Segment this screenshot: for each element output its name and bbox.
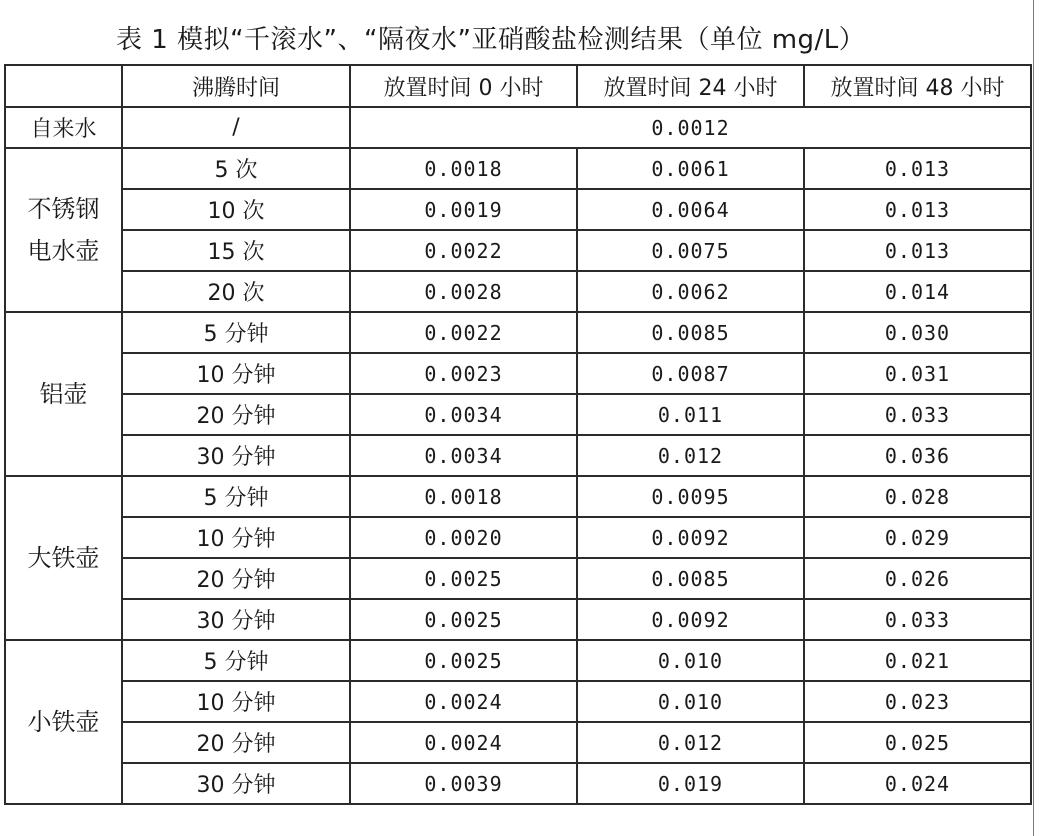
value-0h-cell: 0.0018 bbox=[350, 476, 577, 517]
boil-time-cell: 10 分钟 bbox=[122, 353, 350, 394]
value-48h-cell: 0.013 bbox=[804, 148, 1031, 189]
boil-time-cell: 30 分钟 bbox=[122, 435, 350, 476]
right-edge-divider bbox=[1033, 0, 1034, 836]
header-cell-empty bbox=[5, 65, 122, 107]
value-24h-cell: 0.010 bbox=[577, 681, 804, 722]
boil-time-cell: 30 分钟 bbox=[122, 763, 350, 804]
boil-time-cell: 5 分钟 bbox=[122, 476, 350, 517]
value-24h-cell: 0.019 bbox=[577, 763, 804, 804]
value-0h-cell: 0.0020 bbox=[350, 517, 577, 558]
header-boil-time: 沸腾时间 bbox=[122, 65, 350, 107]
value-24h-cell: 0.0085 bbox=[577, 312, 804, 353]
value-0h-cell: 0.0022 bbox=[350, 312, 577, 353]
table-row bbox=[5, 640, 1031, 681]
value-0h-cell: 0.0024 bbox=[350, 722, 577, 763]
table-row bbox=[5, 189, 1031, 230]
value-0h-cell: 0.0024 bbox=[350, 681, 577, 722]
value-48h-cell: 0.024 bbox=[804, 763, 1031, 804]
value-0h-cell: 0.0034 bbox=[350, 435, 577, 476]
kettle-type-label bbox=[5, 312, 122, 476]
table-row bbox=[5, 435, 1031, 476]
boil-time-cell: 10 分钟 bbox=[122, 681, 350, 722]
value-24h-cell: 0.0092 bbox=[577, 517, 804, 558]
table-row bbox=[5, 517, 1031, 558]
value-24h-cell: 0.0064 bbox=[577, 189, 804, 230]
kettle-type-label-line: 大铁壶 bbox=[27, 544, 100, 572]
table-row bbox=[5, 599, 1031, 640]
table-row bbox=[5, 312, 1031, 353]
value-0h-cell: 0.0018 bbox=[350, 148, 577, 189]
value-24h-cell: 0.010 bbox=[577, 640, 804, 681]
value-24h-cell: 0.0095 bbox=[577, 476, 804, 517]
value-24h-cell: 0.0061 bbox=[577, 148, 804, 189]
table-row bbox=[5, 722, 1031, 763]
table-row bbox=[5, 148, 1031, 189]
table-row bbox=[5, 271, 1031, 312]
value-48h-cell: 0.023 bbox=[804, 681, 1031, 722]
value-48h-cell: 0.021 bbox=[804, 640, 1031, 681]
boil-time-cell: 20 分钟 bbox=[122, 722, 350, 763]
value-24h-cell: 0.012 bbox=[577, 435, 804, 476]
tap-water-row bbox=[5, 107, 1031, 148]
table-row bbox=[5, 476, 1031, 517]
table-row bbox=[5, 763, 1031, 804]
kettle-type-label bbox=[5, 148, 122, 312]
boil-time-cell: 5 分钟 bbox=[122, 312, 350, 353]
value-24h-cell: 0.0087 bbox=[577, 353, 804, 394]
value-48h-cell: 0.029 bbox=[804, 517, 1031, 558]
value-48h-cell: 0.028 bbox=[804, 476, 1031, 517]
kettle-type-label bbox=[5, 640, 122, 804]
table-row bbox=[5, 558, 1031, 599]
value-48h-cell: 0.030 bbox=[804, 312, 1031, 353]
boil-time-cell: 30 分钟 bbox=[122, 599, 350, 640]
value-48h-cell: 0.031 bbox=[804, 353, 1031, 394]
value-48h-cell: 0.014 bbox=[804, 271, 1031, 312]
value-0h-cell: 0.0025 bbox=[350, 640, 577, 681]
kettle-type-label-line: 电水壶 bbox=[27, 237, 100, 265]
value-48h-cell: 0.033 bbox=[804, 394, 1031, 435]
boil-time-cell: 15 次 bbox=[122, 230, 350, 271]
header-0h: 放置时间 0 小时 bbox=[350, 65, 577, 107]
table-row bbox=[5, 394, 1031, 435]
value-0h-cell: 0.0025 bbox=[350, 558, 577, 599]
boil-time-cell: 10 分钟 bbox=[122, 517, 350, 558]
value-48h-cell: 0.036 bbox=[804, 435, 1031, 476]
table-caption: 表 1 模拟“千滚水”、“隔夜水”亚硝酸盐检测结果（单位 mg/L） bbox=[116, 25, 866, 55]
boil-time-cell: 10 次 bbox=[122, 189, 350, 230]
value-24h-cell: 0.0092 bbox=[577, 599, 804, 640]
value-24h-cell: 0.0062 bbox=[577, 271, 804, 312]
kettle-type-label-line: 小铁壶 bbox=[27, 708, 100, 736]
boil-time-cell: 20 分钟 bbox=[122, 394, 350, 435]
tap-water-value: 0.0012 bbox=[350, 107, 1031, 148]
value-48h-cell: 0.026 bbox=[804, 558, 1031, 599]
tap-water-boil-time: / bbox=[122, 107, 350, 148]
header-24h: 放置时间 24 小时 bbox=[577, 65, 804, 107]
value-48h-cell: 0.013 bbox=[804, 189, 1031, 230]
boil-time-cell: 20 分钟 bbox=[122, 558, 350, 599]
boil-time-cell: 20 次 bbox=[122, 271, 350, 312]
value-24h-cell: 0.0075 bbox=[577, 230, 804, 271]
value-0h-cell: 0.0034 bbox=[350, 394, 577, 435]
value-0h-cell: 0.0025 bbox=[350, 599, 577, 640]
value-24h-cell: 0.0085 bbox=[577, 558, 804, 599]
boil-time-cell: 5 次 bbox=[122, 148, 350, 189]
value-24h-cell: 0.012 bbox=[577, 722, 804, 763]
header-48h: 放置时间 48 小时 bbox=[804, 65, 1031, 107]
kettle-type-label bbox=[5, 476, 122, 640]
value-0h-cell: 0.0039 bbox=[350, 763, 577, 804]
header-row bbox=[5, 65, 1031, 107]
tap-water-label: 自来水 bbox=[5, 107, 122, 148]
value-48h-cell: 0.033 bbox=[804, 599, 1031, 640]
nitrite-results-table bbox=[4, 64, 1032, 805]
kettle-type-label-line: 不锈钢 bbox=[27, 195, 100, 223]
value-48h-cell: 0.013 bbox=[804, 230, 1031, 271]
value-0h-cell: 0.0022 bbox=[350, 230, 577, 271]
table-row bbox=[5, 353, 1031, 394]
value-48h-cell: 0.025 bbox=[804, 722, 1031, 763]
kettle-type-label-line: 铝壶 bbox=[39, 380, 88, 408]
boil-time-cell: 5 分钟 bbox=[122, 640, 350, 681]
value-24h-cell: 0.011 bbox=[577, 394, 804, 435]
value-0h-cell: 0.0023 bbox=[350, 353, 577, 394]
value-0h-cell: 0.0019 bbox=[350, 189, 577, 230]
table-row bbox=[5, 681, 1031, 722]
table-row bbox=[5, 230, 1031, 271]
value-0h-cell: 0.0028 bbox=[350, 271, 577, 312]
